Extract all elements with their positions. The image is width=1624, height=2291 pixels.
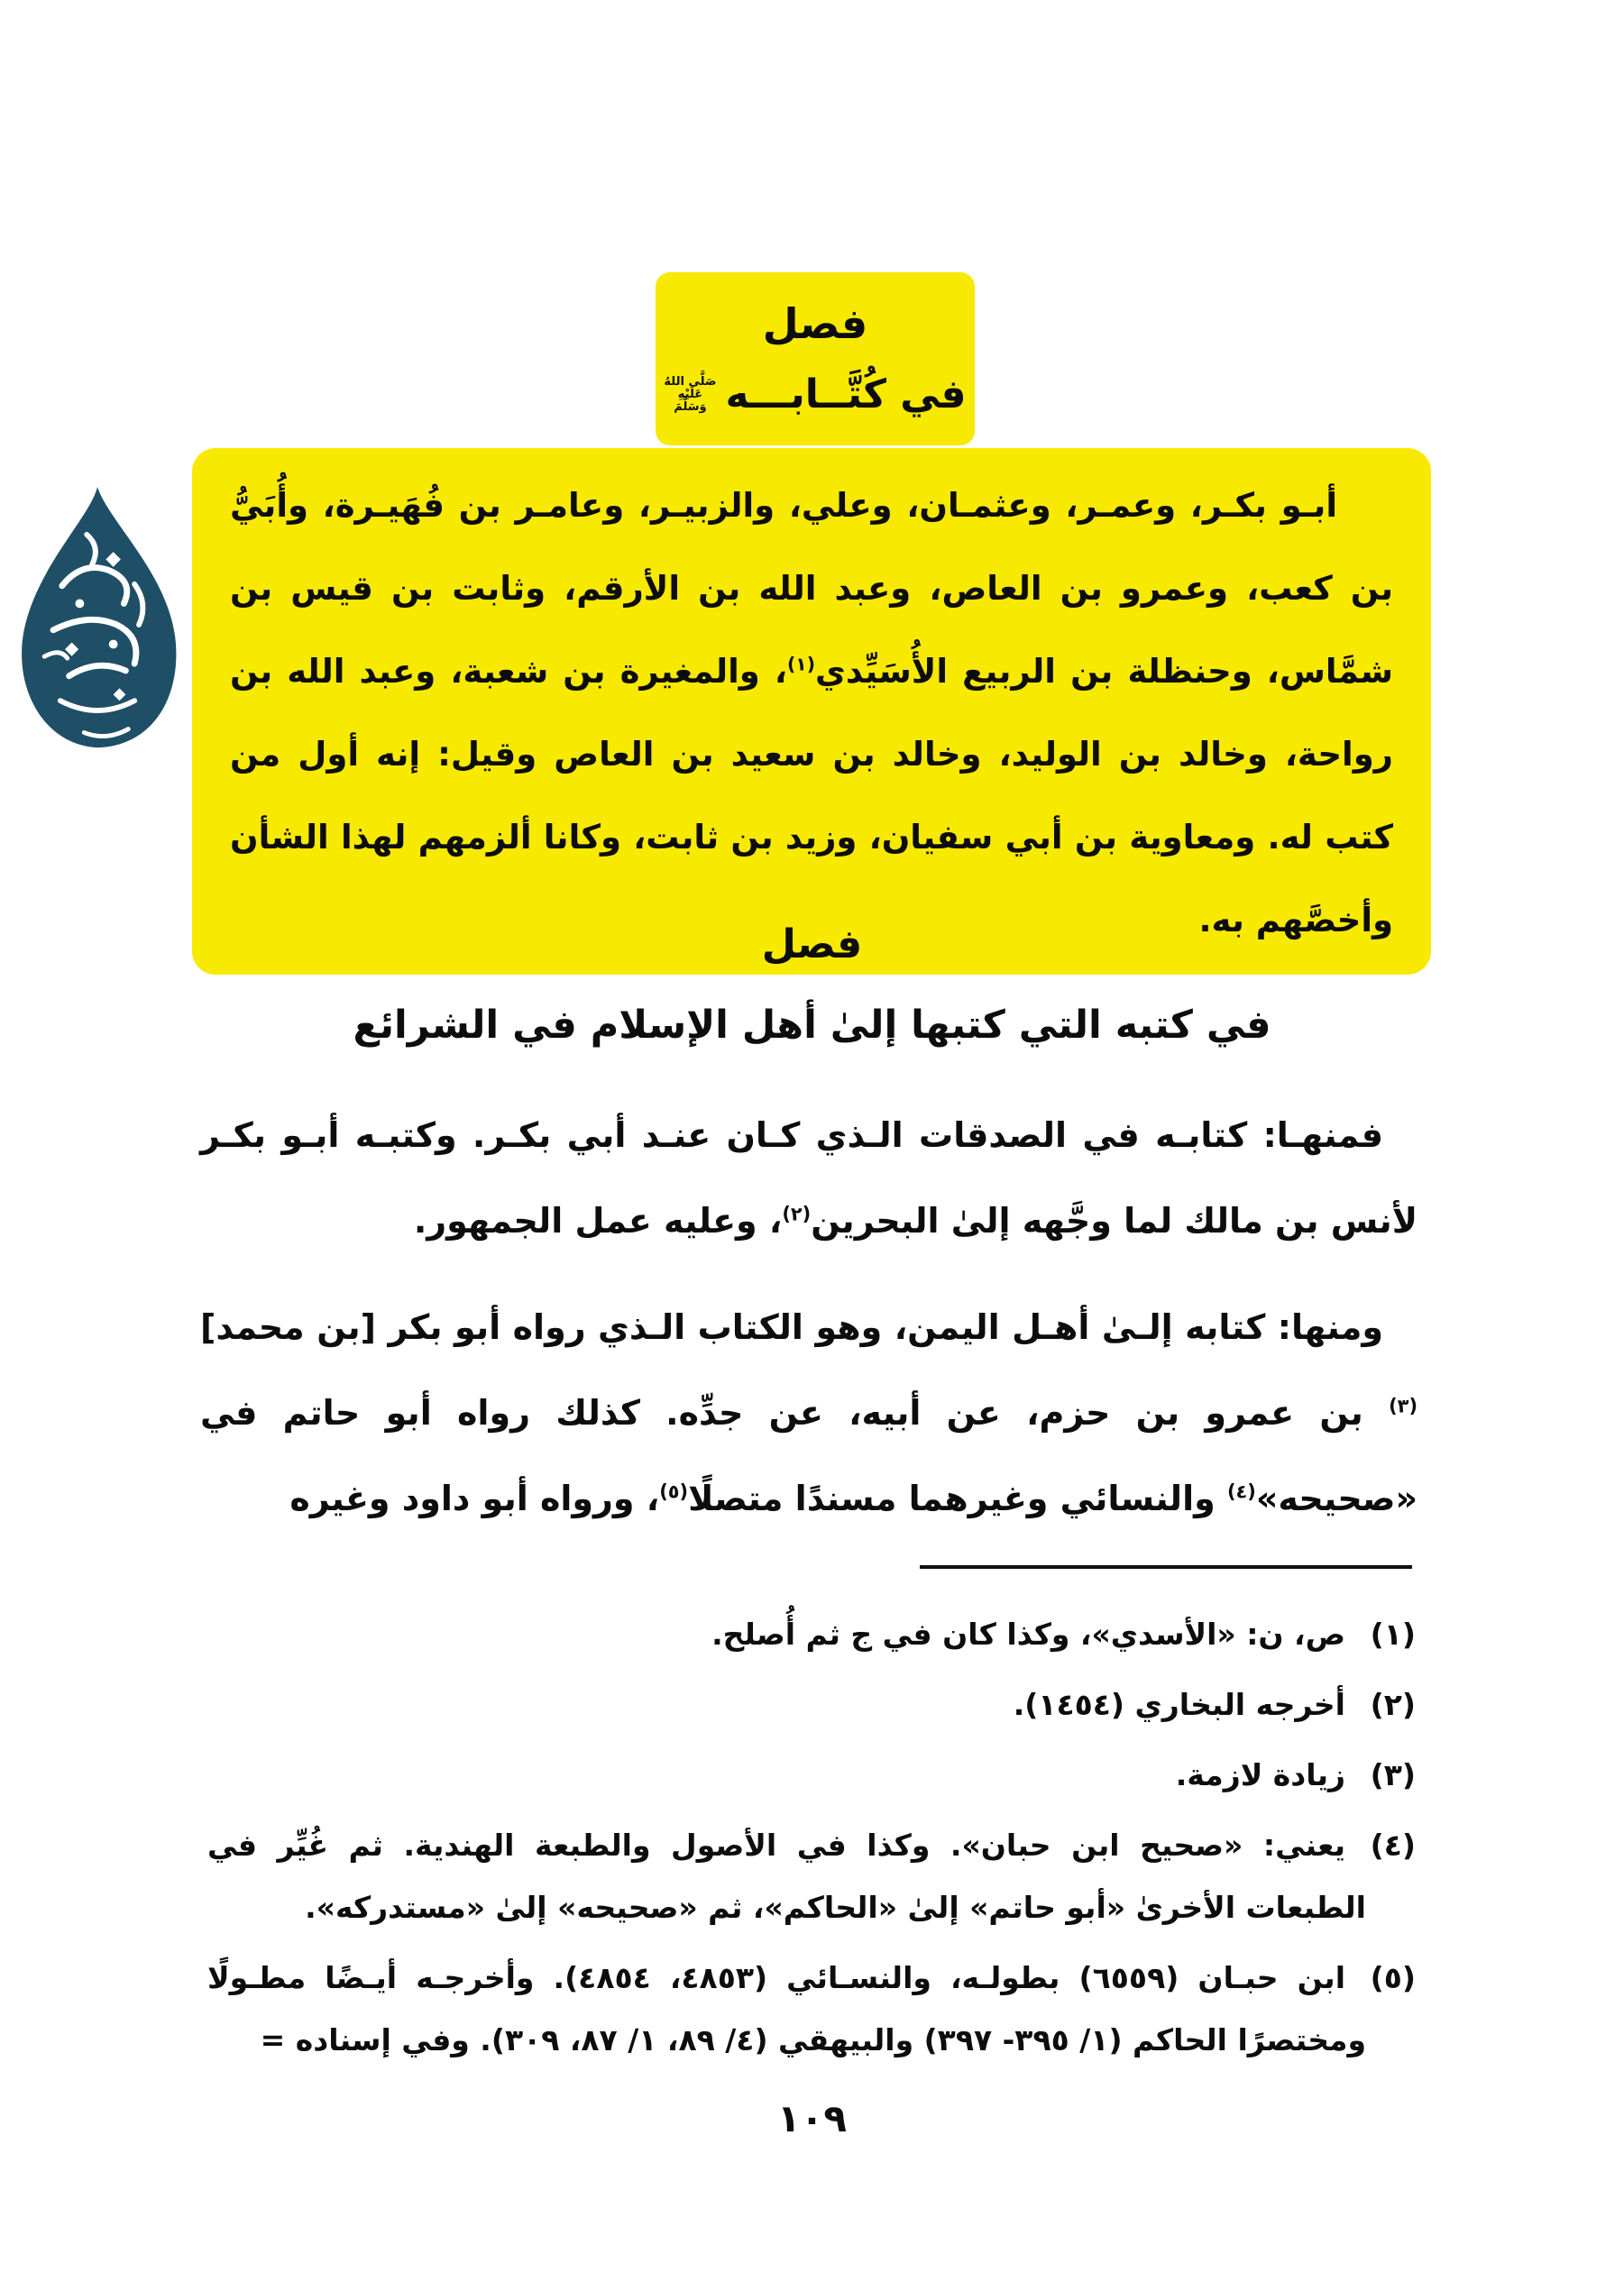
footnote-marker-3: (٣) (1389, 1395, 1418, 1417)
footnote-text: زيادة لازمة. (1175, 1757, 1345, 1792)
body-paragraph-2 (200, 1285, 1418, 1542)
footnote-marker-5: (٥) (659, 1480, 689, 1503)
paragraph-text: ، ورواه أبو داود وغيره (289, 1479, 660, 1518)
section2-subheading: في كتبه التي كتبها إلىٰ أهل الإسلام في الشرائع (353, 1003, 1271, 1048)
footnote-number: (٤) (1370, 1828, 1416, 1863)
paragraph-text: والنسائي وغيرهما مسندًا متصلًا (688, 1479, 1227, 1518)
paragraph-text: فمنهـا: كتابـه في الصدقات الـذي كـان عنـد أبي بكـر. وكتبـه أبـو بكـر لأنس بن مالك لما وجَّهه إلىٰ البحرين (200, 1115, 1418, 1241)
chapter-title-box (656, 272, 975, 445)
highlighted-scribes-paragraph (192, 448, 1431, 975)
paragraph-text: ، وعليه عمل الجمهور. (413, 1201, 783, 1241)
footnote-divider (920, 1565, 1412, 1569)
page-number: ١٠٩ (777, 2096, 847, 2140)
chapter-subheading (664, 371, 967, 417)
footnotes-block (207, 1603, 1416, 2079)
scribes-text: ، والمغيرة بن شعبة، وعبد الله بن رواحة، وخالد بن الوليد، وخالد بن سعيد بن العاص وقيل: إنه أول من كتب له. ومعاوية بن أبي سفيان، وزيد بن ثابت، وكانا ألزمهم لهذا الشأن وأخصَّهم به. (230, 652, 1393, 939)
section2-heading: فصل (761, 921, 863, 967)
publisher-logo-icon (9, 478, 186, 765)
chapter-subheading-text: في كُتَّــابـــه (725, 371, 967, 417)
footnote-text: ابن حبـان (٦٥٥٩) بطولـه، والنسـائي (٤٨٥٣، ٤٨٥٤). وأخرجـه أيـضًا مطـولًا ومختصرًا الحاكم (١/ ٣٩٥- ٣٩٧) والبيهقي (٤/ ٨٩، ١/ ٨٧، ٣٠٩). وفي إسناده = (207, 1960, 1366, 2057)
footnote-marker-1: (١) (786, 653, 816, 675)
footnote-number: (٢) (1370, 1687, 1416, 1722)
footnote-text: ص، ن: «الأسدي»، وكذا كان في ج ثم أُصلح. (711, 1617, 1345, 1652)
footnote-5 (207, 1947, 1416, 2071)
salawat-line: عَلَيْهِ (677, 388, 703, 401)
footnote-text: أخرجه البخاري (١٤٥٤). (1013, 1687, 1345, 1722)
footnote-4 (207, 1814, 1416, 1938)
chapter-heading: فصل (762, 299, 868, 348)
footnote-marker-4: (٤) (1226, 1480, 1256, 1503)
footnote-3 (207, 1744, 1416, 1806)
footnote-marker-2: (٢) (782, 1203, 812, 1225)
footnote-text: يعني: «صحيح ابن حبان». وكذا في الأصول والطبعة الهندية. ثم غُيِّر في الطبعات الأخرىٰ «أبو حاتم» إلىٰ «الحاكم»، ثم «صحيحه» إلىٰ «مستدركه». (207, 1828, 1366, 1925)
body-paragraph-1 (200, 1093, 1418, 1264)
paragraph-text: بن عمرو بن حزم، عن أبيه، عن جدِّه. كذلك رواه أبو حاتم في «صحيحه» (200, 1393, 1418, 1518)
footnote-number: (٣) (1370, 1757, 1416, 1792)
salawat-honorific (664, 376, 716, 414)
salawat-line: وَسَلَّمَ (674, 400, 707, 414)
footnote-number: (١) (1370, 1617, 1416, 1652)
footnote-1 (207, 1603, 1416, 1665)
scribes-text: أبـو بكـر، وعمـر، وعثمـان، وعلي، والزبيـر، وعامـر بن فُهَيـرة، وأُبَيُّ بن كعب، وعمرو بن العاص، وعبد الله بن الأرقم، وثابت بن قيس بن شمَّاس، وحنظلة بن الربيع الأُسَيِّدي (230, 486, 1393, 691)
footnote-number: (٥) (1370, 1960, 1417, 1995)
salawat-line: صَلَّى اللهُ (664, 375, 717, 389)
footnote-2 (207, 1673, 1416, 1736)
paragraph-text: ومنها: كتابه إلـىٰ أهـل اليمن، وهو الكتاب الـذي رواه أبو بكر [بن محمد] (200, 1307, 1383, 1347)
